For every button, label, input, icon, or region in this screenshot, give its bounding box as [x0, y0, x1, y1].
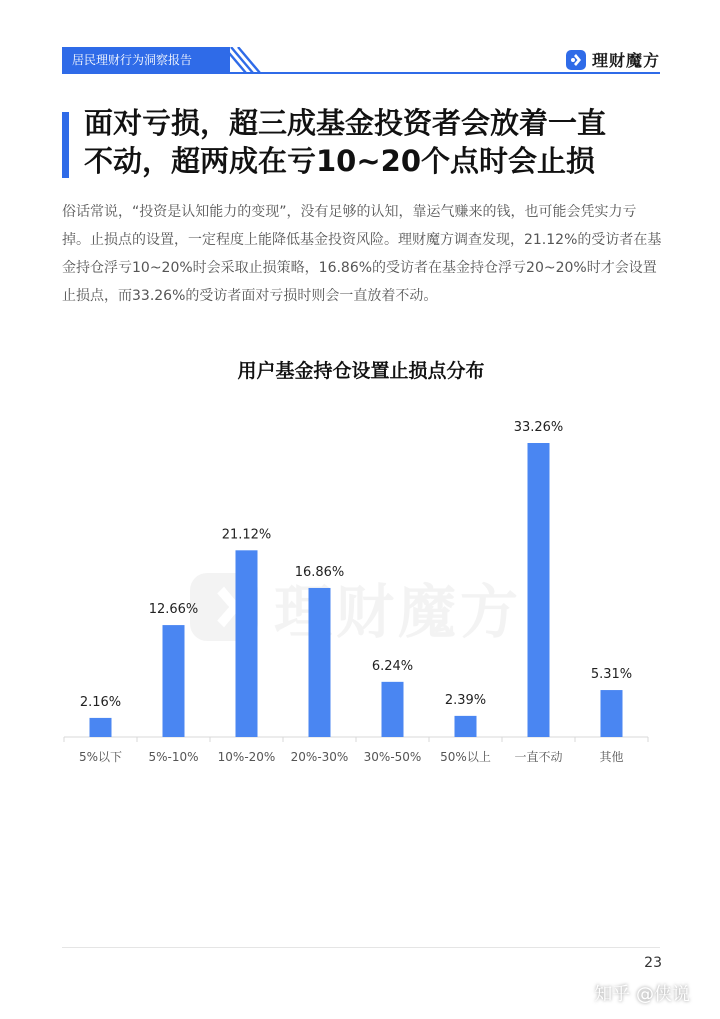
bar [236, 550, 258, 737]
section-paragraph: 俗话常说，“投资是认知能力的变现”，没有足够的认知，靠运气赚来的钱，也可能会凭实力亏掉。止损点的设置，一定程度上能降低基金投资风险。理财魔方调查发现，21.12%的受访者在基金持仓浮亏10~20%时会采取止损策略，16.86%的受访者在基金持仓浮亏20~20%时才会设置止损点，而33.26%的受访者面对亏损时则会一直放着不动。 [62, 204, 662, 304]
x-tick-label: 20%-30% [290, 750, 349, 764]
data-label: 16.86% [294, 564, 345, 580]
bar [90, 718, 112, 737]
x-tick-label: 一直不动 [514, 750, 563, 764]
x-tick-label: 5%以下 [78, 750, 123, 764]
page-number: 23 [644, 955, 662, 971]
data-label: 6.24% [371, 658, 414, 674]
corner-watermark: 知乎 @侠说 [594, 984, 690, 1005]
bar [382, 682, 404, 737]
brand-name: 理财魔方 [591, 51, 660, 70]
x-tick-label: 其他 [599, 750, 624, 764]
x-tick-label: 30%-50% [363, 750, 422, 764]
report-name: 居民理财行为洞察报告 [72, 53, 193, 67]
section-title-line2: 不动，超两成在亏10~20个点时会止损 [84, 144, 596, 178]
x-tick-label: 50%以上 [440, 750, 491, 764]
data-label: 21.12% [221, 527, 272, 543]
data-label: 33.26% [513, 420, 564, 435]
chart-title: 用户基金持仓设置止损点分布 [237, 360, 485, 382]
bar [455, 716, 477, 737]
bar [309, 588, 331, 737]
bar [163, 625, 185, 737]
bar [528, 443, 550, 737]
x-tick-label: 10%-20% [217, 750, 276, 764]
data-label: 2.39% [444, 692, 487, 708]
data-label: 5.31% [590, 667, 633, 683]
data-label: 2.16% [79, 694, 122, 710]
footer-rule [62, 947, 660, 948]
data-label: 12.66% [148, 602, 199, 618]
bar [601, 690, 623, 737]
section-title-line1: 面对亏损，超三成基金投资者会放着一直 [84, 106, 607, 140]
x-tick-label: 5%-10% [148, 750, 199, 764]
